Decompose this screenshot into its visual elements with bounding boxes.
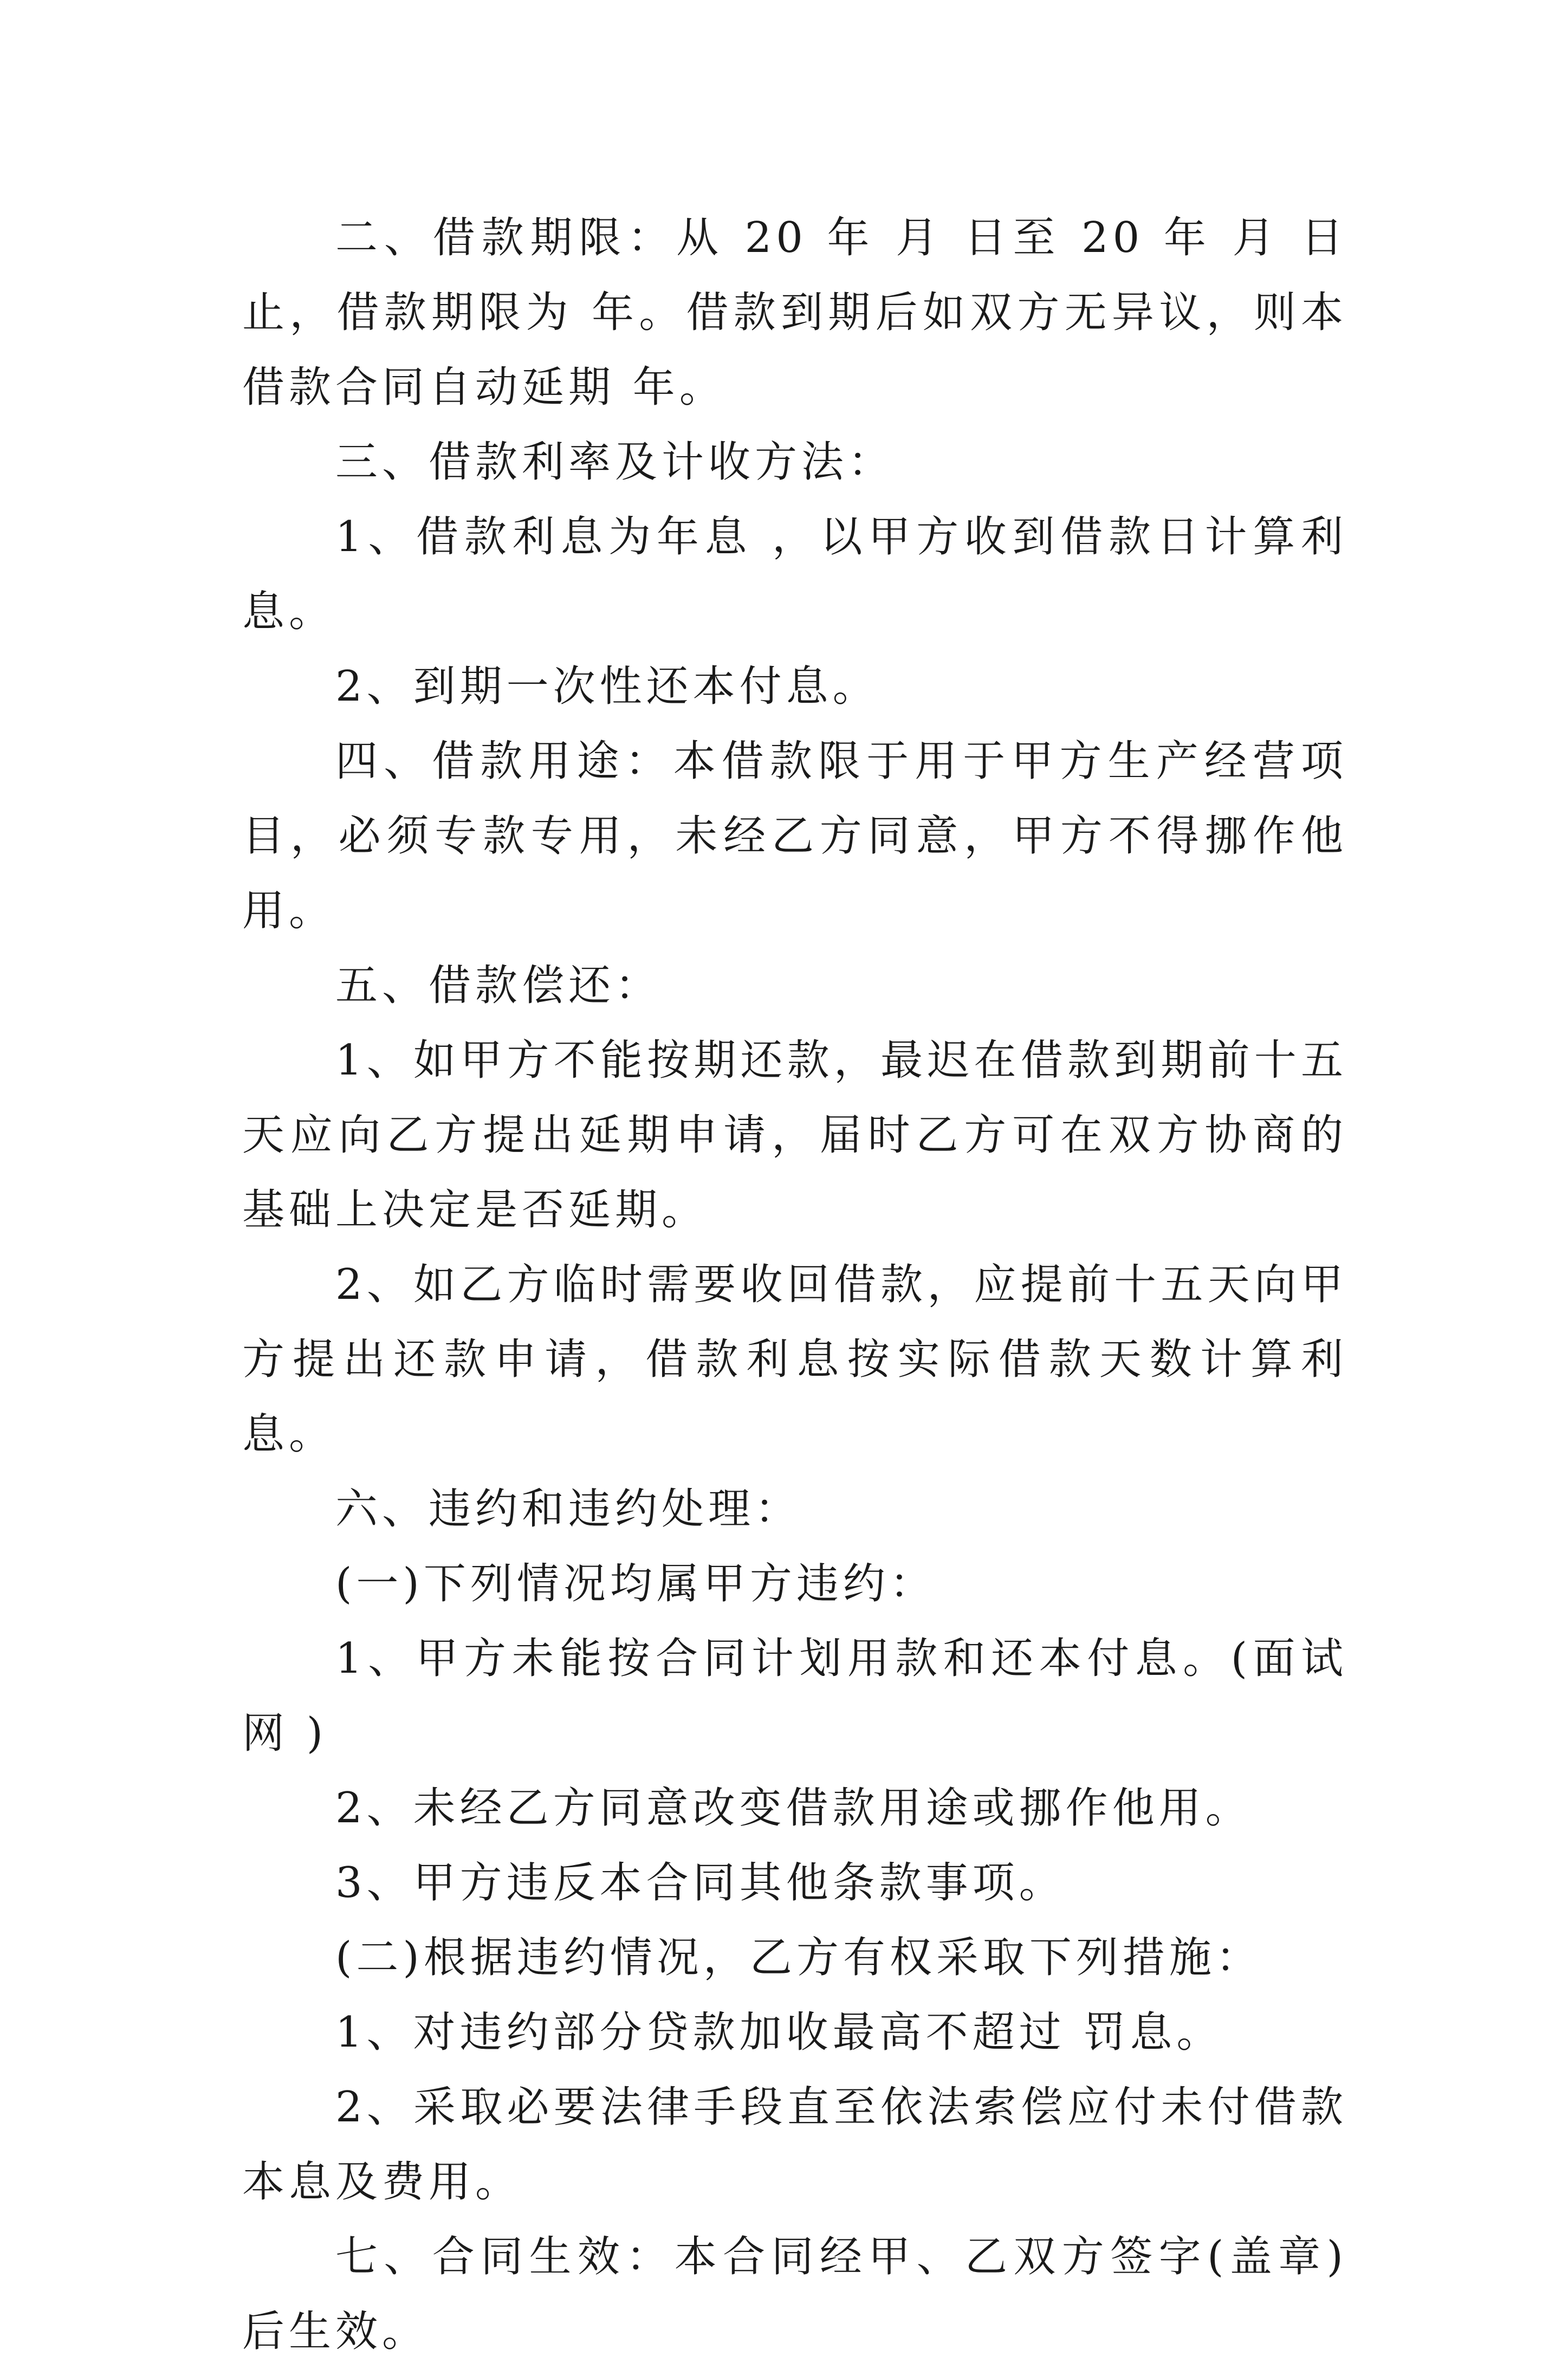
paragraph-breach-heading: 六、违约和违约处理： [335,1485,802,1533]
paragraph-repayment-heading: 五、借款偿还： [335,961,662,1010]
paragraph-remedy-2: 2、采取必要法律手段直至依法索偿应付未付借款本息及费用。 [242,2083,1347,2206]
paragraph-effectiveness: 七、合同生效：本合同经甲、乙双方签字(盖章)后生效。 [242,2232,1347,2356]
paragraph-interest-rate: 1、借款利息为年息 ，以甲方收到借款日计算利息。 [242,513,1347,636]
paragraph-remedies-heading: (二)根据违约情况，乙方有权采取下列措施： [335,1933,1262,1982]
paragraph-breach-case-3: 3、甲方违反本合同其他条款事项。 [335,1859,1066,1907]
paragraph-breach-case-1: 1、甲方未能按合同计划用款和还本付息。(面试网 ) [242,1634,1347,1758]
paragraph-loan-purpose: 四、借款用途：本借款限于用于甲方生产经营项目，必须专款专用，未经乙方同意，甲方不得挪作他用。 [242,737,1347,935]
paragraph-loan-term: 二、借款期限：从 20 年 月 日至 20 年 月 日止，借款期限为 年。借款到期后如双方无异议，则本借款合同自动延期 年。 [242,213,1347,412]
paragraph-breach-case-2: 2、未经乙方同意改变借款用途或挪作他用。 [335,1784,1252,1833]
paragraph-remedy-1: 1、对违约部分贷款加收最高不超过 罚息。 [335,2008,1223,2057]
paragraph-early-recall: 2、如乙方临时需要收回借款，应提前十五天向甲方提出还款申请，借款利息按实际借款天数计算利息。 [242,1260,1347,1459]
paragraph-breach-cases-heading: (一)下列情况均属甲方违约： [335,1559,936,1608]
document-body [242,200,1347,2369]
paragraph-interest-heading: 三、借款利率及计收方法： [335,438,895,487]
paragraph-repayment-method: 2、到期一次性还本付息。 [335,662,879,711]
paragraph-extension-request: 1、如甲方不能按期还款，最迟在借款到期前十五天应向乙方提出延期申请，届时乙方可在双方协商的基础上决定是否延期。 [242,1036,1347,1234]
